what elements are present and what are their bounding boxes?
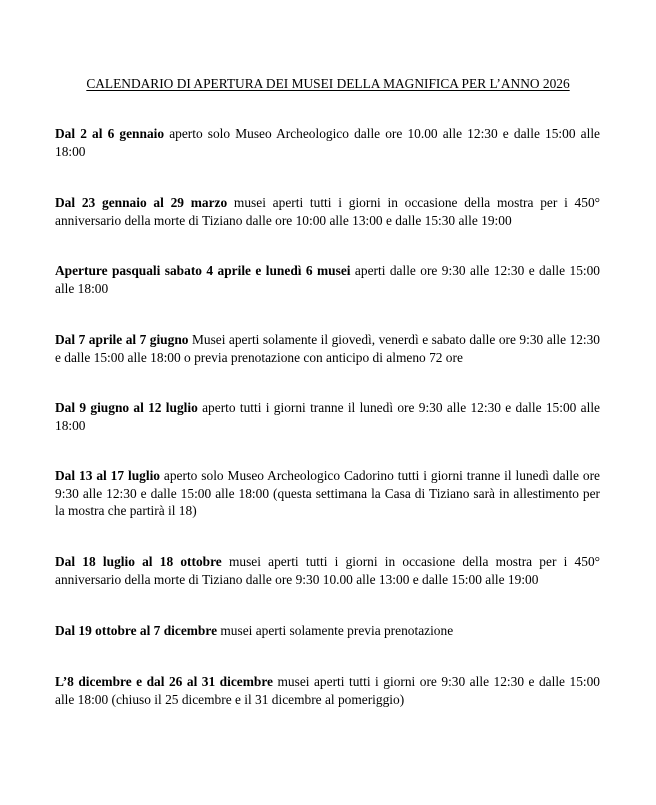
document-title: CALENDARIO DI APERTURA DEI MUSEI DELLA MAGNIFICA PER L’ANNO 2026 xyxy=(86,76,570,91)
schedule-entry-2 xyxy=(55,262,600,297)
entry-text: musei aperti solamente previa prenotazione xyxy=(217,623,454,638)
schedule-entry-6 xyxy=(55,553,600,588)
entry-text: musei aperti tutti i giorni in occasione della mostra per i 450° anniversario della morte di Tiziano dalle ore 9:30 10.00 alle 13:00 e dalle 15:00 alle 19:00 xyxy=(55,554,600,587)
schedule-entry-1 xyxy=(55,194,600,229)
entry-heading: Dal 9 giugno al 12 luglio xyxy=(55,400,198,415)
schedule-entry-3 xyxy=(55,331,600,366)
entry-text: aperto solo Museo Archeologico Cadorino tutti i giorni tranne il lunedì dalle ore 9:30 alle 12:30 e dalle 15:00 alle 18:00 (questa settimana la Casa di Tiziano sarà in allestimento per la mostra che partirà il 18) xyxy=(55,468,600,518)
schedule-entry-5 xyxy=(55,467,600,520)
schedule-entry-0 xyxy=(55,125,600,160)
schedule-entry-8 xyxy=(55,673,600,708)
entry-text: musei aperti tutti i giorni in occasione della mostra per i 450° anniversario della morte di Tiziano dalle ore 10:00 alle 13:00 e dalle 15:30 alle 19:00 xyxy=(55,195,600,228)
entry-heading: Dal 13 al 17 luglio xyxy=(55,468,160,483)
schedule-entry-4 xyxy=(55,399,600,434)
entry-text: Musei aperti solamente il giovedì, venerdì e sabato dalle ore 9:30 alle 12:30 e dalle 15:00 alle 18:00 o previa prenotazione con anticipo di almeno 72 ore xyxy=(55,332,601,365)
entry-heading: Dal 7 aprile al 7 giugno xyxy=(55,332,189,347)
entry-heading: Dal 2 al 6 gennaio xyxy=(55,126,165,141)
entry-text: aperti dalle ore 9:30 alle 12:30 e dalle 15:00 alle 18:00 xyxy=(55,263,600,296)
entry-heading: L’8 dicembre e dal 26 al 31 dicembre xyxy=(55,674,273,689)
entry-heading: Dal 19 ottobre al 7 dicembre xyxy=(55,623,218,638)
entry-heading: Dal 18 luglio al 18 ottobre xyxy=(55,554,222,569)
entry-heading: Dal 23 gennaio al 29 marzo xyxy=(55,195,228,210)
entry-heading: Aperture pasquali sabato 4 aprile e lunedì 6 musei xyxy=(55,263,351,278)
schedule-entry-7 xyxy=(55,622,600,640)
entry-text: musei aperti tutti i giorni ore 9:30 alle 12:30 e dalle 15:00 alle 18:00 (chiuso il 25 dicembre e il 31 dicembre al pomeriggio) xyxy=(55,674,600,707)
entry-text: aperto tutti i giorni tranne il lunedì ore 9:30 alle 12:30 e dalle 15:00 alle 18:00 xyxy=(55,400,600,433)
entry-text: aperto solo Museo Archeologico dalle ore 10.00 alle 12:30 e dalle 15:00 alle 18:00 xyxy=(55,126,600,159)
